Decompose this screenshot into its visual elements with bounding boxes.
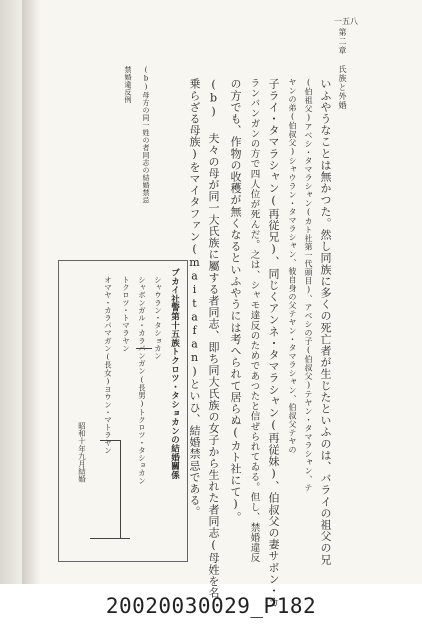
genealogy-connector bbox=[90, 538, 130, 539]
genealogy-connector bbox=[100, 440, 120, 441]
body-line: の方でも、作物の收穫が無くなるといふやうには考へられて居らぬ(カト社にて)。 bbox=[229, 78, 242, 523]
genealogy-connector bbox=[120, 440, 121, 538]
genealogy-entry: オマヤ・カラパマガン(長女)ヨウン・マトラヤン bbox=[103, 276, 113, 454]
genealogy-entry: シャボンガル・カラパンガン(長男)トクロツ・タショカン bbox=[137, 276, 147, 485]
side-note: 禁婚違反例 bbox=[124, 66, 132, 104]
genealogy-date: 昭和十年九月結婚 bbox=[77, 422, 87, 483]
body-line: いふやうなことは無かつた。然し同族に多くの死亡者が生じたといふのは、バライの祖父の兄 bbox=[319, 78, 332, 566]
side-note: (b)母方の同一姓の者同志の結婚禁忌 bbox=[142, 66, 150, 204]
body-line: 子ライ・タマラシャン(再従兄)、同じくアンネ・タマラシャン(再従妹)、伯叔父の妻サボン・カ bbox=[267, 78, 280, 608]
running-head-chapter: 第二章 氏族と外婚 bbox=[338, 28, 347, 110]
body-line: ヤンの弟(伯叔父)シャウラン・タマラシャン、彼自身の父テヤン・タマラシャン、伯叔父テヤの bbox=[288, 78, 297, 454]
body-line: ランバンガンの方で四人位が死んだ。之は、シャモ達反のためであつたと信ぜられてゐる。但し、禁婚違反 bbox=[248, 78, 260, 563]
body-line: (b) 夫々の母が同一大氏族に屬する者同志、即ち同大氏族の女子から生れた者同志(母姓を名 bbox=[207, 78, 220, 599]
genealogy-title: ブカイ社警第十五族トクロツ・タショカンの結婚關係 bbox=[169, 268, 180, 480]
genealogy-connector bbox=[136, 348, 152, 349]
body-line: 乗らざる母族)をマイタファン(maitafan)といひ、結婚禁忌である。 bbox=[188, 78, 201, 518]
book-gutter bbox=[22, 0, 40, 584]
body-line: (伯祖父)アベシ・タマラシャン(カト社第一代頭目)、アベシの子(伯叔父)テヤン・タマラシャン、テ bbox=[304, 78, 313, 492]
page-number: 一五八 bbox=[334, 17, 358, 26]
genealogy-entry: トクロツ・トマラヤン bbox=[121, 276, 131, 352]
image-id-caption: 20020030029_P182 bbox=[105, 594, 317, 618]
facing-page-edge bbox=[0, 0, 22, 584]
genealogy-entry: シャウラン・タショカン bbox=[153, 276, 163, 360]
